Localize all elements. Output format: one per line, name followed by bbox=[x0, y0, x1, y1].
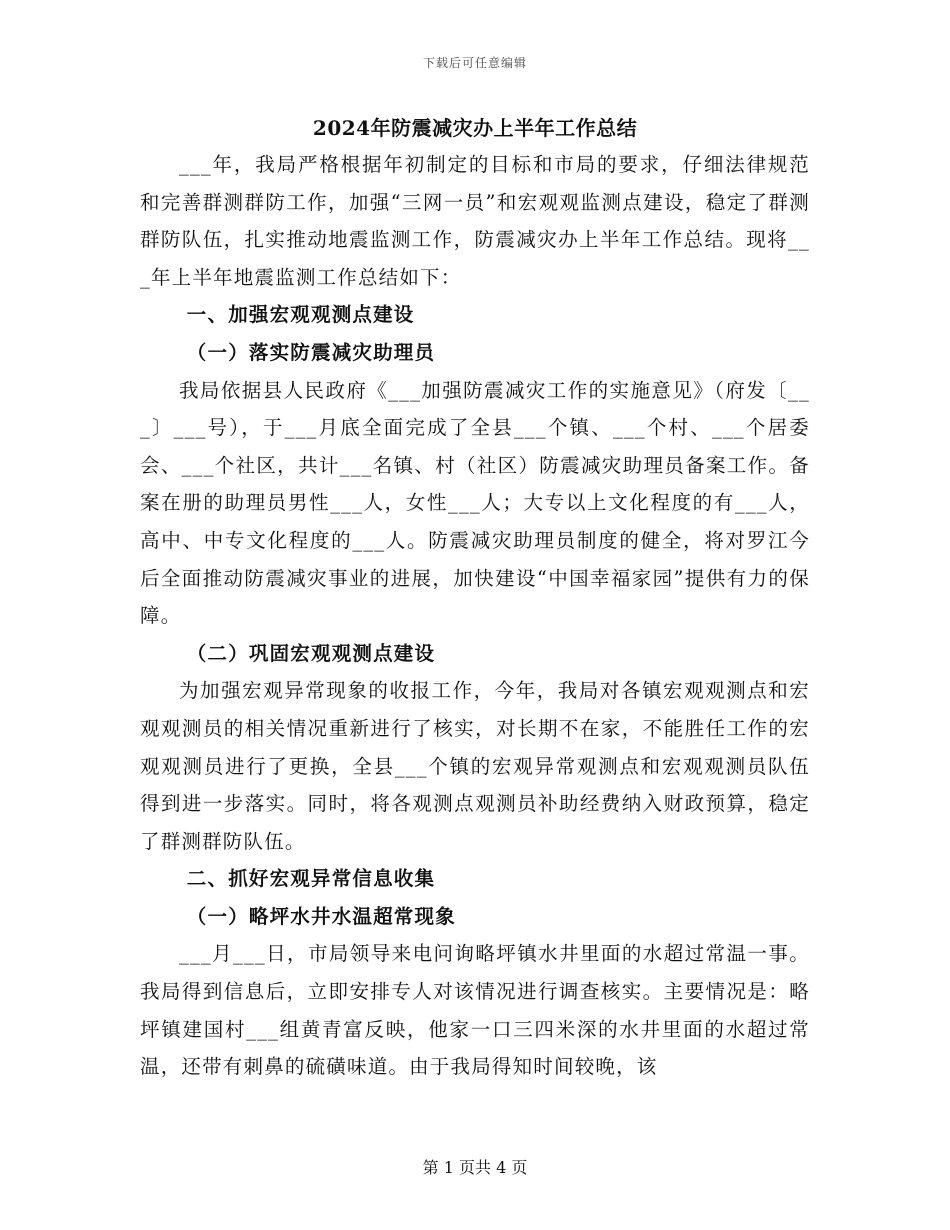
section-1-sub-1-paragraph: 我局依据县人民政府《___加强防震减灾工作的实施意见》（府发〔___〕___号），于___月底全面完成了全县___个镇、___个村、___个居委会、___个社区，共计___名镇、村（社区）防震减灾助理员备案工作。备案在册的助理员男性___人，女性___人；大专以上文化程度的有___人，高中、中专文化程度的___人。防震减灾助理员制度的健全，将对罗江今后全面推动防震减灾事业的进展，加快建设“中国幸福家园”提供有力的保障。 bbox=[140, 378, 810, 628]
section-2-heading: 二、抓好宏观异常信息收集 bbox=[186, 867, 436, 891]
section-1-heading: 一、加强宏观观测点建设 bbox=[186, 303, 415, 327]
section-1-sub-2-paragraph: 为加强宏观异常现象的收报工作，今年，我局对各镇宏观观测点和宏观观测员的相关情况重新进行了核实，对长期不在家，不能胜任工作的宏观观测员进行了更换，全县___个镇的宏观异常观测点和宏观观测员队伍得到进一步落实。同时，将各观测点观测员补助经费纳入财政预算，稳定了群测群防队伍。 bbox=[140, 679, 810, 853]
section-1-sub-1-heading: （一）落实防震减灾助理员 bbox=[186, 340, 436, 364]
intro-paragraph: ___年，我局严格根据年初制定的目标和市局的要求，仔细法律规范和完善群测群防工作，加强“三网一员”和宏观观监测点建设，稳定了群测群防队伍，扎实推动地震监测工作，防震减灾办上半年工作总结。现将___年上半年地震监测工作总结如下： bbox=[140, 153, 810, 289]
section-1-sub-2-heading: （二）巩固宏观观测点建设 bbox=[186, 641, 436, 665]
header-note: 下载后可任意编辑 bbox=[422, 56, 527, 70]
page-number: 第 1 页共 4 页 bbox=[422, 1158, 528, 1177]
document-body bbox=[140, 112, 810, 1086]
section-2-sub-1-heading: （一）略坪水井水温超常现象 bbox=[186, 904, 456, 928]
section-2-sub-1-paragraph: ___月___日，市局领导来电问询略坪镇水井里面的水超过常温一事。我局得到信息后，立即安排专人对该情况进行调查核实。主要情况是：略坪镇建国村___组黄青富反映，他家一口三四米深的水井里面的水超过常温，还带有刺鼻的硫磺味道。由于我局得知时间较晚，该 bbox=[140, 942, 810, 1079]
document-title: 2024年防震减灾办上半年工作总结 bbox=[312, 116, 638, 140]
